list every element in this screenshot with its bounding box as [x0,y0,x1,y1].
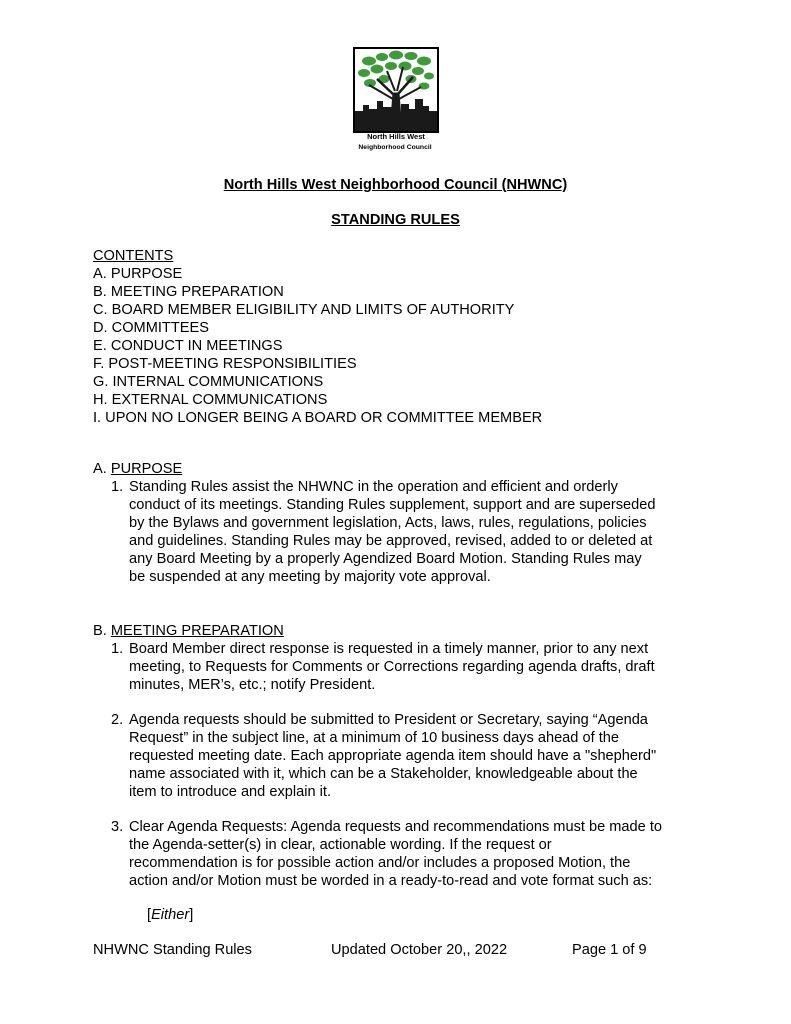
footer-updated-date: Updated October 20,, 2022 [331,942,508,958]
section-a-title: PURPOSE [110,461,183,477]
either-bracket-text [147,906,193,924]
section-b-item3-line: the Agenda-setter(s) in clear, actionable wording. If the request or [129,837,552,853]
section-a-item1-line: by the Bylaws and government legislation, Acts, laws, rules, regulations, policies [129,515,647,531]
contents-item: F. POST-MEETING RESPONSIBILITIES [93,356,357,372]
section-b-heading [93,622,284,640]
section-a-item1-number: 1. [111,479,124,495]
section-b-letter: B. [93,623,111,639]
section-b-item3-number: 3. [111,819,124,835]
either-open-bracket: [ [147,907,152,923]
document-title: North Hills West Neighborhood Council (NHWNC) [223,177,568,193]
tree-skyline-logo-graphic [355,49,437,131]
section-b-item1-line: minutes, MER’s, etc.; notify President. [129,677,376,693]
document-subtitle: STANDING RULES [331,212,460,228]
contents-item: B. MEETING PREPARATION [93,284,284,300]
section-b-title: MEETING PREPARATION [110,623,284,639]
contents-item: I. UPON NO LONGER BEING A BOARD OR COMMITTEE MEMBER [93,410,543,426]
contents-item: D. COMMITTEES [93,320,209,336]
section-b-item2-number: 2. [111,712,124,728]
section-b-item3-line: Clear Agenda Requests: Agenda requests and recommendations must be made to [129,819,662,835]
logo-text-north-hills-west: North Hills West [367,132,425,141]
contents-item: C. BOARD MEMBER ELIGIBILITY AND LIMITS OF AUTHORITY [93,302,515,318]
section-a-item1-line: any Board Meeting by a properly Agendized Board Motion. Standing Rules may [129,551,642,567]
contents-heading: CONTENTS [93,248,174,264]
contents-item: E. CONDUCT IN MEETINGS [93,338,283,354]
section-a-heading [93,460,182,478]
section-a-item1-line: conduct of its meetings. Standing Rules supplement, support and are superseded [129,497,656,513]
section-b-item3-line: recommendation is for possible action and/or includes a proposed Motion, the [129,855,631,871]
contents-item: A. PURPOSE [93,266,183,282]
section-b-item2-line: requested meeting date. Each appropriate agenda item should have a "shepherd" [129,748,657,764]
section-b-item2-line: name associated with it, which can be a Stakeholder, knowledgeable about the [129,766,638,782]
nhwnc-logo [353,47,439,133]
section-b-item1-line: meeting, to Requests for Comments or Corrections regarding agenda drafts, draft [129,659,655,675]
section-a-item1-line: and guidelines. Standing Rules may be approved, revised, added to or deleted at [129,533,653,549]
section-b-item1-line: Board Member direct response is requested in a timely manner, prior to any next [129,641,649,657]
section-b-item2-line: Agenda requests should be submitted to President or Secretary, saying “Agenda [129,712,648,728]
section-a-item1-line: Standing Rules assist the NHWNC in the operation and efficient and orderly [129,479,618,495]
section-b-item2-line: item to introduce and explain it. [129,784,331,800]
footer-left: NHWNC Standing Rules [93,942,252,958]
section-b-item1-number: 1. [111,641,124,657]
contents-item: H. EXTERNAL COMMUNICATIONS [93,392,328,408]
section-a-item1-line: be suspended at any meeting by majority vote approval. [129,569,491,585]
logo-text-neighborhood-council: Neighborhood Council [358,144,432,151]
footer-page-number: Page 1 of 9 [572,942,647,958]
section-a-letter: A. [93,461,111,477]
section-b-item2-line: Request” in the subject line, at a minimum of 10 business days ahead of the [129,730,619,746]
either-close-bracket: ] [189,907,194,923]
section-b-item3-line: action and/or Motion must be worded in a ready-to-read and vote format such as: [129,873,653,889]
contents-item: G. INTERNAL COMMUNICATIONS [93,374,324,390]
either-word: Either [151,907,190,923]
